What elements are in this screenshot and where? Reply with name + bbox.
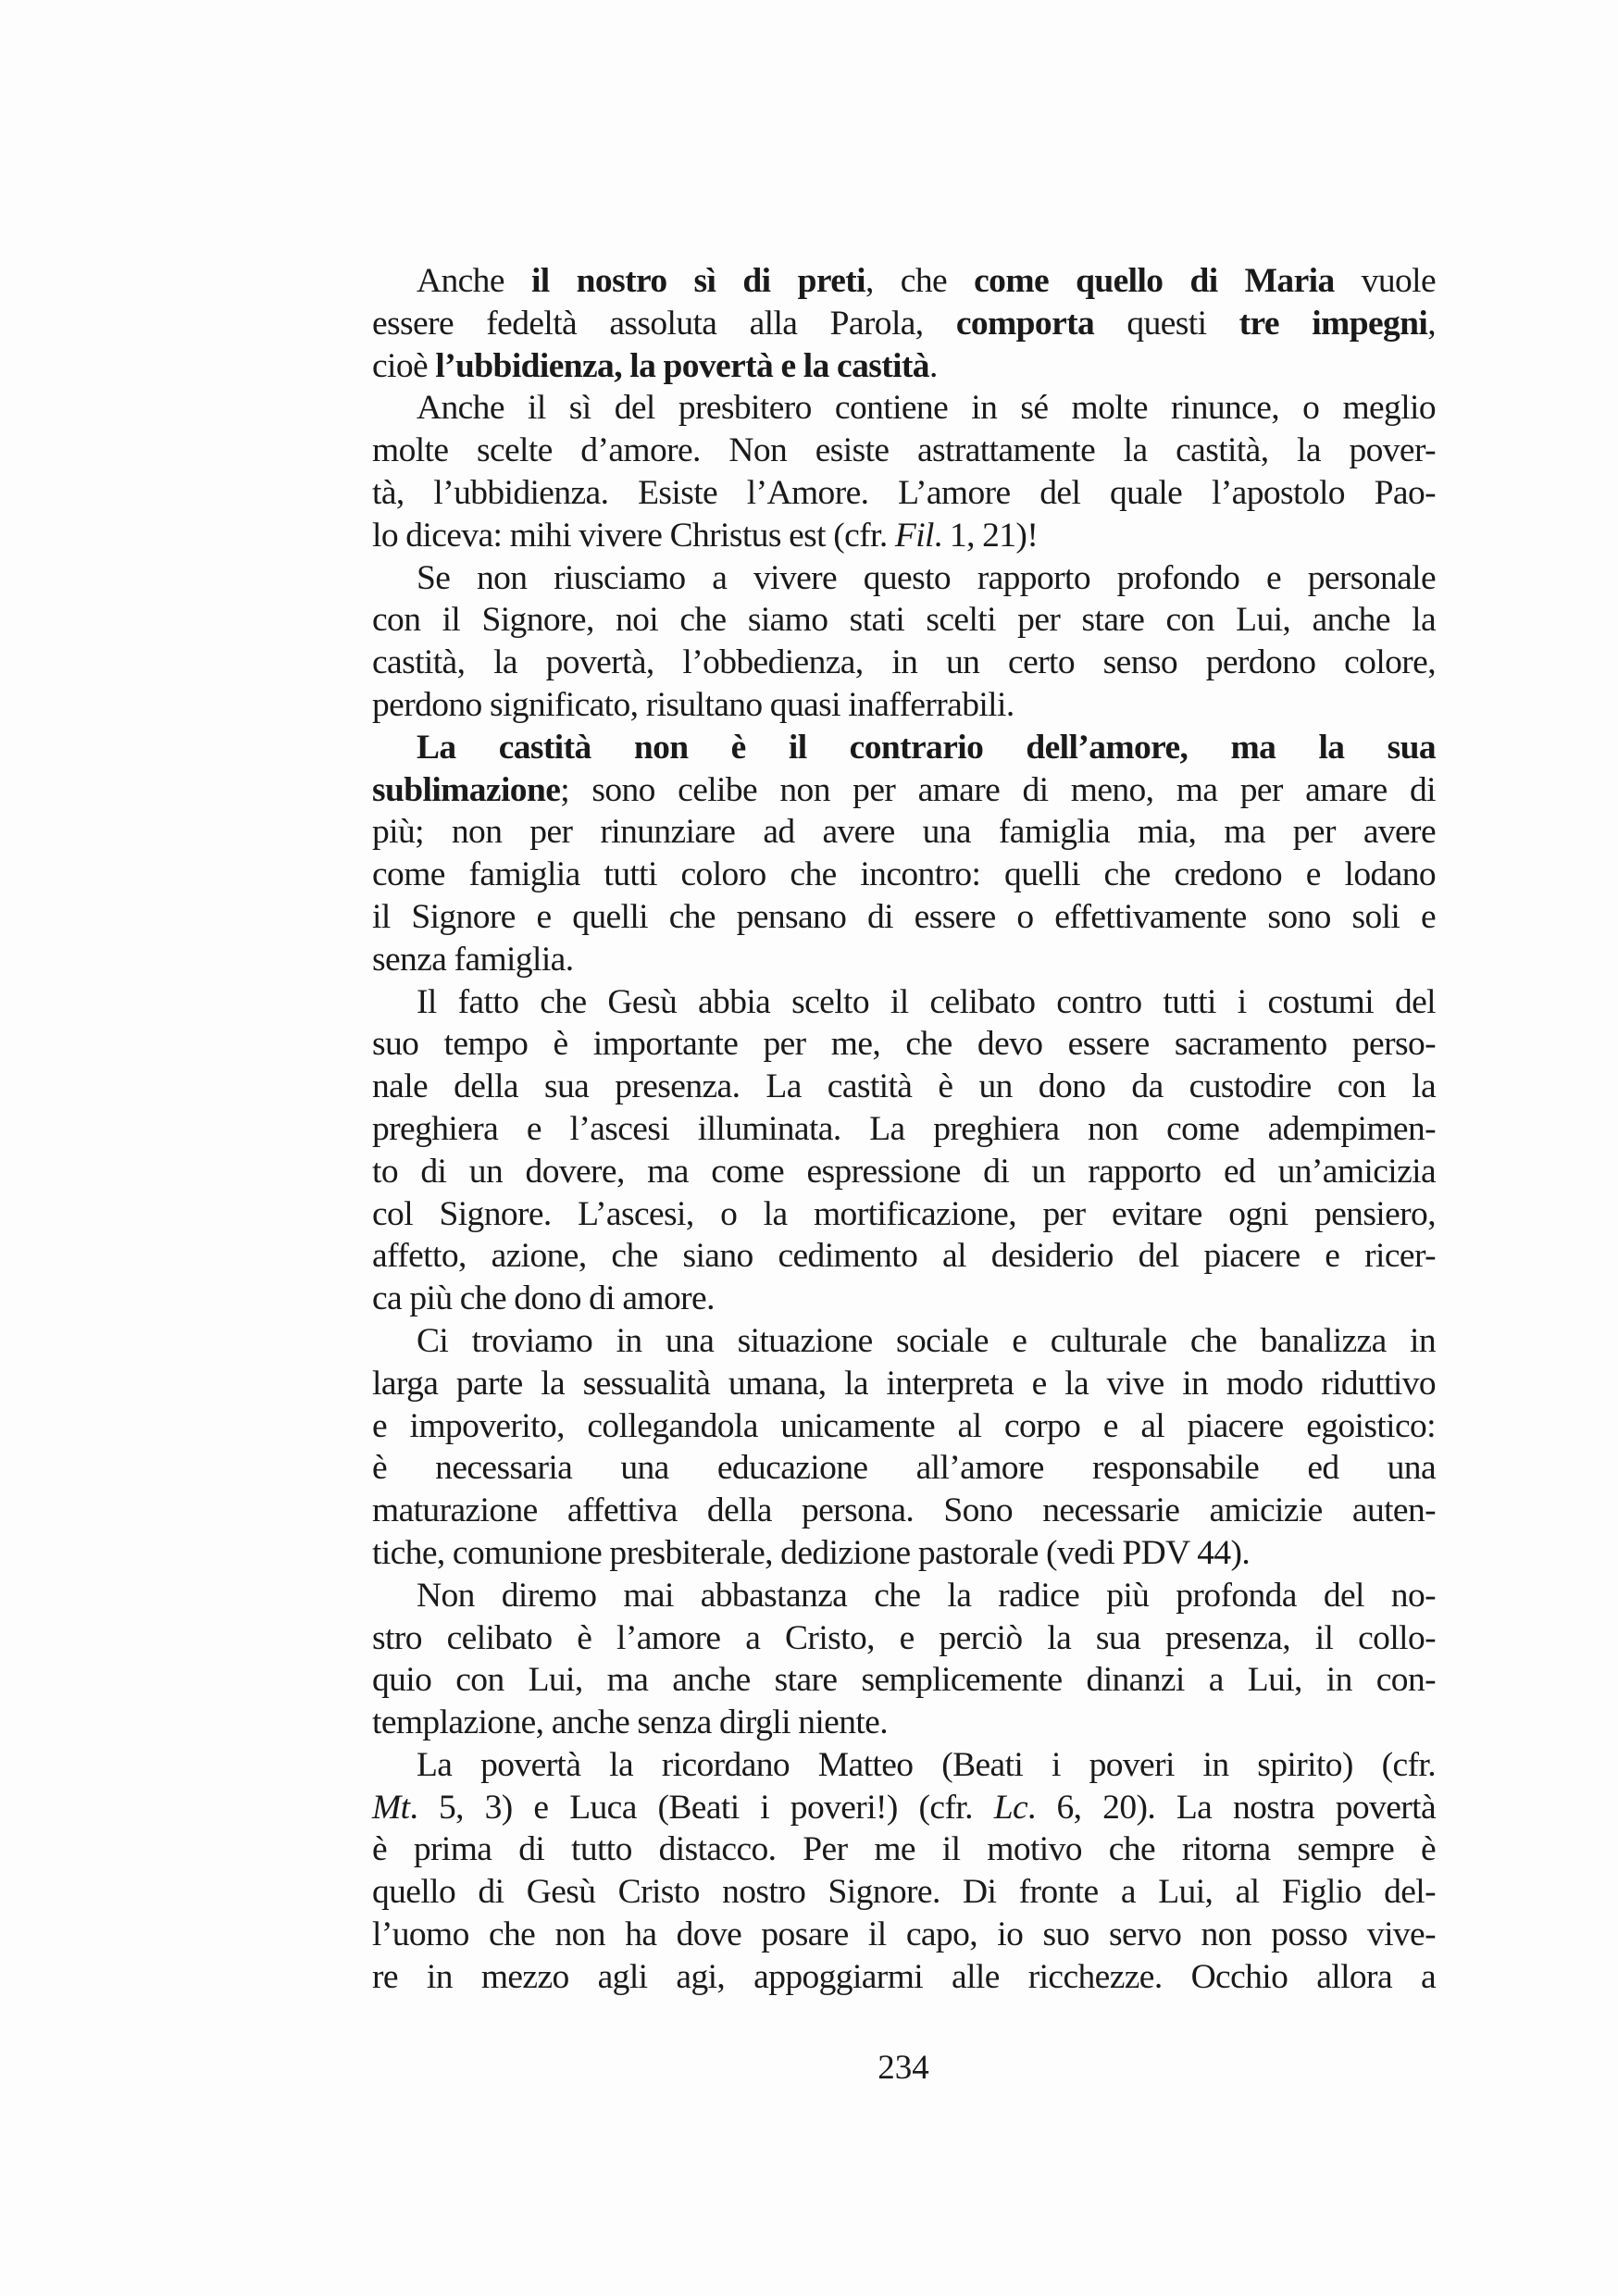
text-run: . 1, 21)!	[933, 516, 1039, 555]
text-run: ca più che dono di amore.	[372, 1279, 715, 1318]
page-number: 234	[877, 2049, 929, 2087]
text-line	[372, 1151, 1436, 1193]
text-run: è prima di tutto distacco. Per me il motivo che ritorna sempre è	[372, 1830, 1436, 1869]
text-line	[372, 1787, 1436, 1829]
bold-run: sublimazione	[372, 770, 561, 809]
text-run: vuole	[1334, 262, 1436, 300]
text-line	[372, 557, 1436, 600]
text-run: .	[928, 346, 938, 385]
text-line	[372, 430, 1436, 472]
text-line	[372, 1871, 1436, 1914]
text-line	[372, 1490, 1436, 1532]
paragraph	[372, 981, 1436, 1320]
text-run: col Signore. L’ascesi, o la mortificazione, per evitare ogni pensiero,	[372, 1194, 1436, 1233]
text-line	[372, 1363, 1436, 1405]
text-line	[372, 811, 1436, 854]
paragraph	[372, 557, 1436, 727]
paragraph	[372, 260, 1436, 387]
text-run: La povertà la ricordano Matteo (Beati i poveri in spirito) (cfr.	[417, 1745, 1436, 1784]
text-line	[372, 684, 1436, 727]
text-run: Non diremo mai abbastanza che la radice più profonda del no-	[417, 1576, 1436, 1615]
italic-run: Mt	[372, 1788, 410, 1827]
paragraph	[372, 1744, 1436, 1999]
text-run: con il Signore, noi che siamo stati scelti per stare con Lui, anche la	[372, 601, 1436, 640]
text-run: l’uomo che non ha dove posare il capo, io suo servo non posso vive-	[372, 1915, 1436, 1954]
body-text	[372, 260, 1436, 1999]
text-run: molte scelte d’amore. Non esiste astrattamente la castità, la pover-	[372, 431, 1436, 470]
text-run: preghiera e l’ascesi illuminata. La preghiera non come adempimen-	[372, 1109, 1436, 1148]
italic-run: Lc	[993, 1788, 1027, 1827]
text-run: Il fatto che Gesù abbia scelto il celibato contro tutti i costumi del	[417, 982, 1436, 1021]
text-run: affetto, azione, che siano cedimento al desiderio del piacere e ricer-	[372, 1237, 1436, 1276]
text-run: nale della sua presenza. La castità è un dono da custodire con la	[372, 1067, 1436, 1106]
text-run: perdono significato, risultano quasi inafferrabili.	[372, 685, 1014, 724]
text-run: tiche, comunione presbiterale, dedizione pastorale (vedi PDV 44).	[372, 1533, 1251, 1572]
text-run: ,	[1427, 304, 1436, 343]
text-run: questi	[1094, 304, 1239, 343]
text-line	[372, 472, 1436, 515]
text-run: to di un dovere, ma come espressione di un rapporto ed un’amicizia	[372, 1152, 1436, 1191]
text-run: come famiglia tutti coloro che incontro: quelli che credono e lodano	[372, 855, 1436, 894]
text-line	[372, 1702, 1436, 1744]
text-line	[372, 515, 1436, 557]
text-line	[372, 599, 1436, 642]
text-run: maturazione affettiva della persona. Sono necessarie amicizie auten-	[372, 1491, 1436, 1530]
text-line	[372, 981, 1436, 1024]
text-run: larga parte la sessualità umana, la interpreta e la vive in modo riduttivo	[372, 1364, 1436, 1403]
text-line	[372, 896, 1436, 939]
text-run: tà, l’ubbidienza. Esiste l’Amore. L’amore del quale l’apostolo Pao-	[372, 473, 1436, 512]
bold-run: come quello di Maria	[974, 262, 1335, 300]
text-line	[372, 260, 1436, 303]
text-run: stro celibato è l’amore a Cristo, e perciò la sua presenza, il collo-	[372, 1618, 1436, 1657]
text-line	[372, 642, 1436, 684]
text-run: suo tempo è importante per me, che devo essere sacramento perso-	[372, 1025, 1436, 1064]
paragraph	[372, 1320, 1436, 1575]
text-line	[372, 1278, 1436, 1320]
text-line	[372, 727, 1436, 769]
text-run: il Signore e quelli che pensano di essere o effettivamente sono soli e	[372, 897, 1436, 936]
text-run: quello di Gesù Cristo nostro Signore. Di fronte a Lui, al Figlio del-	[372, 1873, 1436, 1912]
text-line	[372, 1235, 1436, 1278]
text-line	[372, 387, 1436, 430]
text-line	[372, 303, 1436, 345]
text-line	[372, 1956, 1436, 1999]
text-run: senza famiglia.	[372, 940, 574, 979]
text-line	[372, 854, 1436, 896]
text-run: Ci troviamo in una situazione sociale e culturale che banalizza in	[417, 1321, 1436, 1360]
text-run: essere fedeltà assoluta alla Parola,	[372, 304, 956, 343]
text-line	[372, 345, 1436, 388]
bold-run: comporta	[955, 304, 1095, 343]
text-run: Anche	[417, 262, 531, 300]
text-run: . 5, 3) e Luca (Beati i poveri!) (cfr.	[409, 1788, 994, 1827]
text-line	[372, 769, 1436, 812]
text-run: quio con Lui, ma anche stare semplicemente dinanzi a Lui, in con-	[372, 1661, 1436, 1700]
text-run: re in mezzo agli agi, appoggiarmi alle ricchezze. Occhio allora a	[372, 1957, 1436, 1996]
text-line	[372, 1575, 1436, 1617]
text-line	[372, 1405, 1436, 1448]
text-line	[372, 1023, 1436, 1066]
text-run: è necessaria una educazione all’amore responsabile ed una	[372, 1449, 1436, 1488]
bold-run: il nostro sì di preti	[530, 262, 865, 300]
text-run: , che	[865, 262, 975, 300]
text-line	[372, 1659, 1436, 1702]
text-run: più; non per rinunziare ad avere una famiglia mia, ma per avere	[372, 813, 1436, 852]
text-line	[372, 1617, 1436, 1660]
paragraph	[372, 727, 1436, 981]
paragraph	[372, 387, 1436, 556]
text-run: templazione, anche senza dirgli niente.	[372, 1703, 889, 1742]
text-run: Se non riusciamo a vivere questo rapporto profondo e personale	[417, 558, 1436, 597]
paragraph	[372, 1575, 1436, 1744]
text-line	[372, 1532, 1436, 1575]
text-line	[372, 1108, 1436, 1151]
text-line	[372, 939, 1436, 981]
text-run: ; sono celibe non per amare di meno, ma per amare di	[560, 770, 1436, 809]
text-run: cioè	[372, 346, 436, 385]
text-line	[372, 1320, 1436, 1363]
text-run: . 6, 20). La nostra povertà	[1027, 1788, 1436, 1827]
bold-run: tre impegni	[1238, 304, 1428, 343]
bold-run: La castità non è il contrario dell’amore, ma la sua	[417, 728, 1436, 767]
text-run: castità, la povertà, l’obbedienza, in un certo senso perdono colore,	[372, 643, 1436, 682]
text-line	[372, 1914, 1436, 1956]
text-line	[372, 1066, 1436, 1108]
text-run: lo diceva: mihi vivere Christus est (cfr.	[372, 516, 895, 555]
text-run: e impoverito, collegandola unicamente al corpo e al piacere egoistico:	[372, 1406, 1436, 1445]
text-run: Anche il sì del presbitero contiene in sé molte rinunce, o meglio	[417, 389, 1436, 428]
italic-run: Fil	[894, 516, 934, 555]
text-line	[372, 1447, 1436, 1490]
text-line	[372, 1193, 1436, 1236]
bold-run: l’ubbidienza, la povertà e la castità	[435, 346, 929, 385]
text-line	[372, 1828, 1436, 1871]
text-line	[372, 1744, 1436, 1787]
